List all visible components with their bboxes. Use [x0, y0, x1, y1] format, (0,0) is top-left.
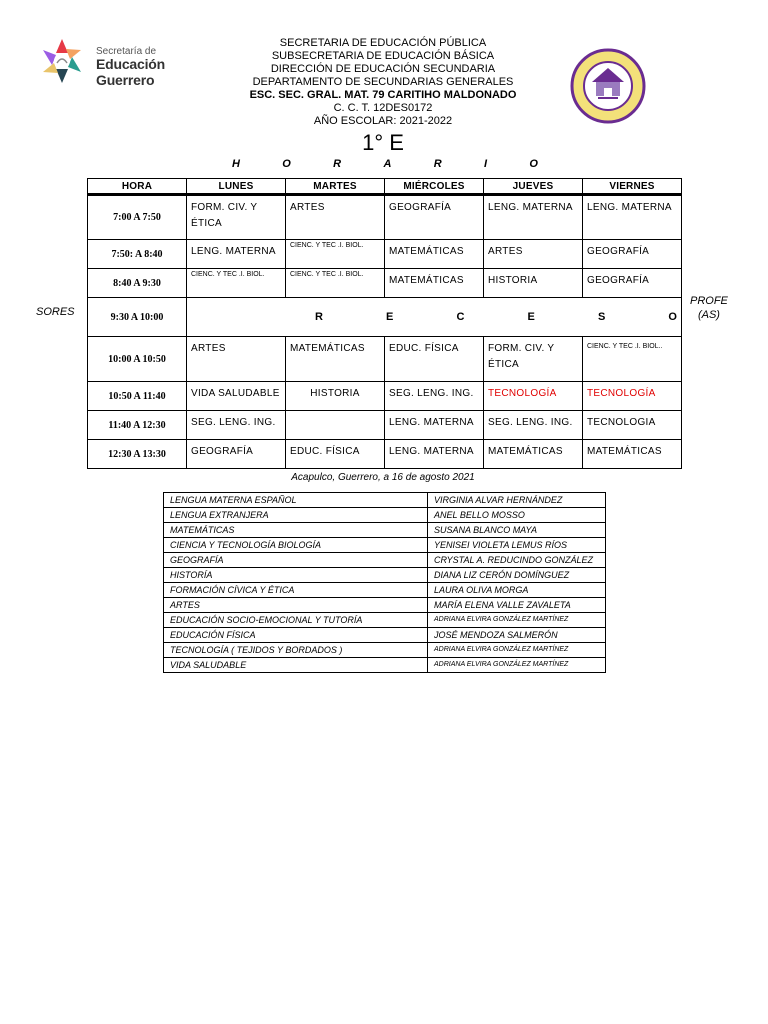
subject-cell: GEOGRAFÍA [385, 195, 484, 240]
subject-cell: SEG. LENG. ING. [385, 382, 484, 411]
column-header: VIERNES [583, 179, 682, 195]
subject-cell: TECNOLOGÍA [484, 382, 583, 411]
table-row [164, 523, 606, 538]
teacher-name: VIRGINIA ALVAR HERNÁNDEZ [428, 493, 606, 508]
subject-cell: LENG. MATERNA [484, 195, 583, 240]
subject-cell: SEG. LENG. ING. [484, 411, 583, 440]
recess-letter: E [386, 311, 394, 323]
subject-name: ARTES [164, 598, 428, 613]
table-row [88, 440, 682, 469]
table-row [164, 553, 606, 568]
header-line2: SUBSECRETARIA DE EDUCACIÓN BÁSICA [271, 50, 495, 62]
school-seal [570, 48, 646, 124]
column-header: LUNES [187, 179, 286, 195]
teacher-name: DIANA LIZ CERÓN DOMÍNGUEZ [428, 568, 606, 583]
subject-cell: LENG. MATERNA [385, 411, 484, 440]
teacher-name: ADRIANA ELVIRA GONZÁLEZ MARTÍNEZ [428, 658, 606, 673]
teacher-name: CRYSTAL A. REDUCINDO GONZÁLEZ [428, 553, 606, 568]
table-row [164, 508, 606, 523]
recess-letter: C [456, 311, 465, 323]
table-row [164, 598, 606, 613]
place-date: Acapulco, Guerrero, a 16 de agosto 2021 [291, 472, 475, 483]
table-row [164, 538, 606, 553]
recess-letter: R [315, 311, 323, 323]
subject-cell [286, 411, 385, 440]
subject-cell: GEOGRAFÍA [187, 440, 286, 469]
side-label-left: SORES [36, 306, 75, 318]
cct-code: C. C. T. 12DES0172 [333, 102, 433, 114]
subject-cell: MATEMÁTICAS [583, 440, 682, 469]
horario-title [232, 158, 538, 170]
table-row [164, 493, 606, 508]
schedule-header-row [88, 179, 682, 195]
column-header: MARTES [286, 179, 385, 195]
subject-cell: LENG. MATERNA [187, 240, 286, 269]
school-name: ESC. SEC. GRAL. MAT. 79 CARITIHO MALDONADO [249, 89, 517, 101]
subject-cell: MATEMÁTICAS [484, 440, 583, 469]
side-label-right [690, 294, 728, 322]
teacher-name: MARÍA ELENA VALLE ZAVALETA [428, 598, 606, 613]
hour-cell: 7:50: A 8:40 [88, 240, 187, 269]
horario-letter: O [282, 158, 291, 170]
horario-letter: R [333, 158, 342, 170]
education-guerrero-logo [36, 38, 226, 88]
table-row [164, 628, 606, 643]
subject-name: CIENCIA Y TECNOLOGÍA BIOLOGÍA [164, 538, 428, 553]
horario-letter: R [433, 158, 442, 170]
subject-name: EDUCACIÓN FÍSICA [164, 628, 428, 643]
teachers-table [163, 492, 606, 673]
logo-line2: Educación Guerrero [96, 56, 165, 88]
header-line1: SECRETARIA DE EDUCACIÓN PÚBLICA [279, 37, 487, 49]
teacher-name: YENISEI VIOLETA LEMUS RÍOS [428, 538, 606, 553]
subject-cell: ARTES [286, 195, 385, 240]
header-line3: DIRECCIÓN DE EDUCACIÓN SECUNDARIA [270, 63, 496, 75]
subject-name: GEOGRAFÍA [164, 553, 428, 568]
side-label-right-line1: PROFE [690, 295, 728, 307]
grade-title: 1° E [362, 130, 404, 155]
hour-cell: 8:40 A 9:30 [88, 269, 187, 298]
table-row [88, 411, 682, 440]
column-header: MIÉRCOLES [385, 179, 484, 195]
table-row [88, 195, 682, 240]
horario-letter: I [484, 158, 488, 170]
teacher-name: ANEL BELLO MOSSO [428, 508, 606, 523]
recess-letter: E [527, 311, 535, 323]
side-label-right-line2: (AS) [697, 309, 720, 321]
school-seal-icon [570, 48, 646, 124]
subject-name: FORMACIÓN CÍVICA Y ÉTICA [164, 583, 428, 598]
hour-cell: 10:50 A 11:40 [88, 382, 187, 411]
column-header: JUEVES [484, 179, 583, 195]
table-row [88, 382, 682, 411]
header-line4: DEPARTAMENTO DE SECUNDARIAS GENERALES [252, 76, 514, 88]
subject-cell: CIENC. Y TEC .I. BIOL. [286, 240, 385, 269]
table-row [88, 240, 682, 269]
table-row [88, 269, 682, 298]
hour-cell: 9:30 A 10:00 [88, 298, 187, 337]
hour-cell: 7:00 A 7:50 [88, 195, 187, 240]
subject-cell: CIENC. Y TEC .I. BIOL.. [583, 337, 682, 382]
schedule-table [87, 178, 682, 469]
subject-cell: FORM. CIV. Y ÉTICA [187, 195, 286, 240]
horario-letter: H [232, 158, 240, 170]
subject-cell: TECNOLOGÍA [583, 382, 682, 411]
subject-name: LENGUA EXTRANJERA [164, 508, 428, 523]
teacher-name: ADRIANA ELVIRA GONZÁLEZ MARTÍNEZ [428, 643, 606, 658]
table-row [164, 643, 606, 658]
subject-cell: CIENC. Y TEC .I. BIOL. [286, 269, 385, 298]
table-row [164, 583, 606, 598]
subject-cell: HISTORIA [286, 382, 385, 411]
subject-cell: FORM. CIV. Y ÉTICA [484, 337, 583, 382]
logo-line1: Secretaría de [96, 46, 157, 57]
horario-letter: O [529, 158, 538, 170]
recess-row [88, 298, 682, 337]
teacher-name: JOSÉ MENDOZA SALMERÓN [428, 628, 606, 643]
horario-letter: A [383, 158, 392, 170]
subject-name: LENGUA MATERNA ESPAÑOL [164, 493, 428, 508]
table-row [164, 658, 606, 673]
subject-cell: GEOGRAFÍA [583, 240, 682, 269]
school-year: AÑO ESCOLAR: 2021-2022 [313, 115, 453, 127]
table-row [164, 613, 606, 628]
subject-cell: LENG. MATERNA [583, 195, 682, 240]
subject-name: HISTORÍA [164, 568, 428, 583]
subject-cell: VIDA SALUDABLE [187, 382, 286, 411]
subject-cell: MATEMÁTICAS [385, 269, 484, 298]
subject-name: TECNOLOGÍA ( TEJIDOS Y BORDADOS ) [164, 643, 428, 658]
subject-cell: MATEMÁTICAS [385, 240, 484, 269]
hour-cell: 12:30 A 13:30 [88, 440, 187, 469]
teacher-name: ADRIANA ELVIRA GONZÁLEZ MARTÍNEZ [428, 613, 606, 628]
hour-cell: 10:00 A 10:50 [88, 337, 187, 382]
subject-cell: TECNOLOGIA [583, 411, 682, 440]
teacher-name: LAURA OLIVA MORGA [428, 583, 606, 598]
table-row [164, 568, 606, 583]
subject-cell: CIENC. Y TEC .I. BIOL. [187, 269, 286, 298]
subject-cell: LENG. MATERNA [385, 440, 484, 469]
star-logo-icon [36, 38, 88, 84]
subject-name: VIDA SALUDABLE [164, 658, 428, 673]
subject-cell: ARTES [187, 337, 286, 382]
subject-cell: EDUC. FÍSICA [385, 337, 484, 382]
subject-name: MATEMÁTICAS [164, 523, 428, 538]
recess-letter: O [668, 311, 677, 323]
table-row [88, 337, 682, 382]
teacher-name: SUSANA BLANCO MAYA [428, 523, 606, 538]
column-header: HORA [88, 179, 187, 195]
subject-cell: MATEMÁTICAS [286, 337, 385, 382]
subject-cell: ARTES [484, 240, 583, 269]
subject-cell: EDUC. FÍSICA [286, 440, 385, 469]
recess-cell [187, 298, 682, 337]
subject-cell: SEG. LENG. ING. [187, 411, 286, 440]
subject-cell: HISTORIA [484, 269, 583, 298]
subject-cell: GEOGRAFÍA [583, 269, 682, 298]
recess-letter: S [597, 311, 606, 323]
subject-name: EDUCACIÓN SOCIO-EMOCIONAL Y TUTORÍA [164, 613, 428, 628]
hour-cell: 11:40 A 12:30 [88, 411, 187, 440]
